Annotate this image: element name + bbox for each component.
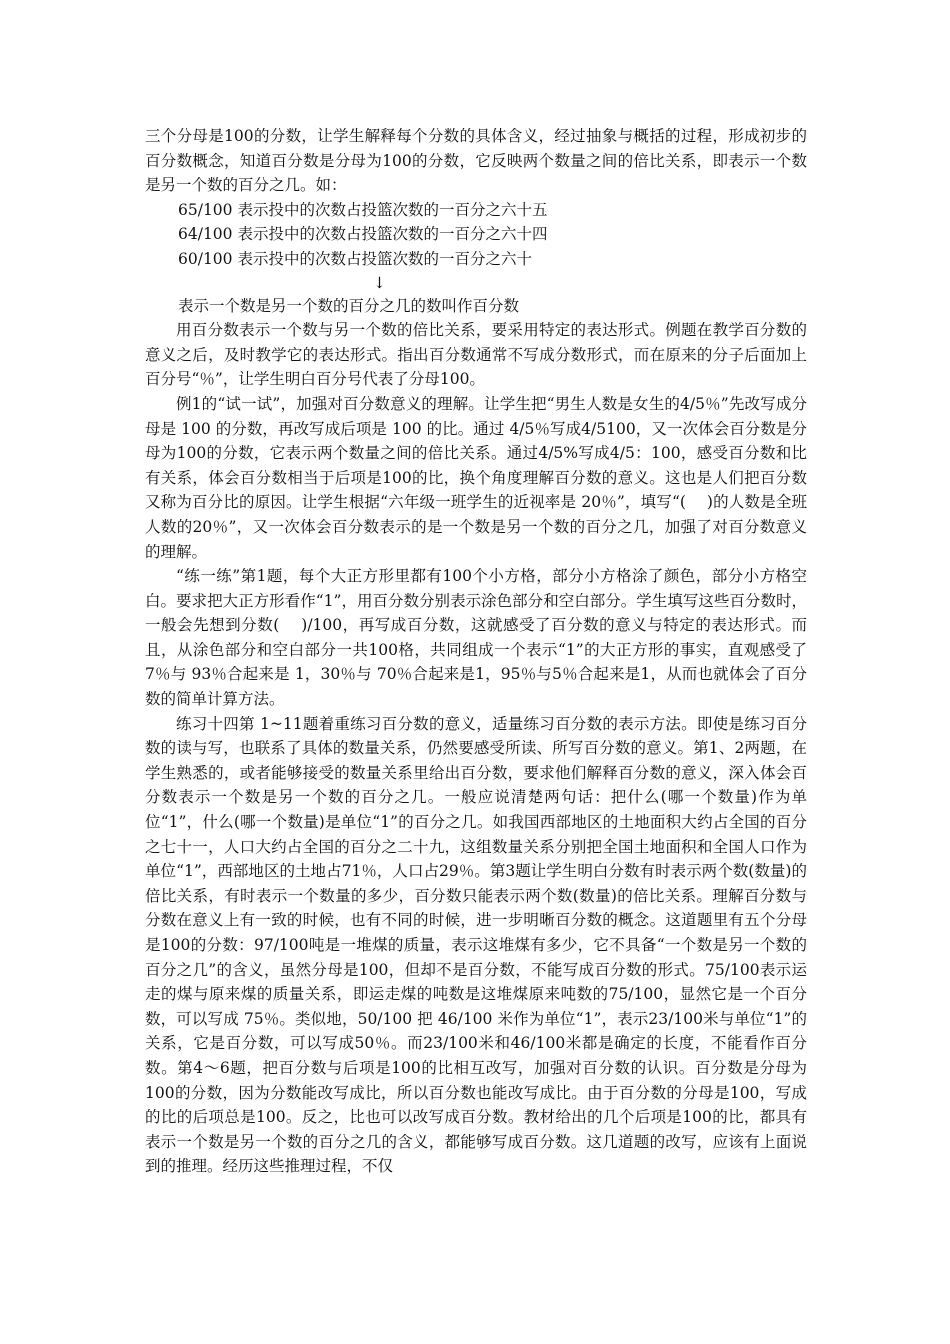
document-page (145, 124, 807, 1179)
paragraph-expression-form: 用百分数表示一个数与另一个数的倍比关系，要采用特定的表达形式。例题在教学百分数的意义之后，及时教学它的表达形式。指出百分数通常不写成分数形式，而在原来的分子后面加上百分号“％”，让学生明白百分号代表了分母100。 (145, 321, 807, 389)
example-line-1: 65/100 表示投中的次数占投篮次数的一百分之六十五 (178, 200, 548, 219)
example-line-2: 64/100 表示投中的次数占投篮次数的一百分之六十四 (178, 225, 548, 244)
definition-line: 表示一个数是另一个数的百分之几的数叫作百分数 (178, 296, 520, 315)
paragraph-exercise-14: 练习十四第 1~11题着重练习百分数的意义，适量练习百分数的表示方法。即使是练习百分数的读与写，也联系了具体的数量关系，仍然要感受所读、所写百分数的意义。第1、2两题，在学生熟悉的，或者能够接受的数量关系里给出百分数，要求他们解释百分数的意义，深入体会百分数表示一个数是另一个数的百分之几。一般应说清楚两句话：把什么(哪一个数量)作为单位“1”，什么(哪一个数量)是单位“1”的百分之几。如我国西部地区的土地面积大约占全国的百分之七十一，人口大约占全国的百分之二十九，这组数量关系分别把全国土地面积和全国人口作为单位“1”，西部地区的土地占71％，人口占29％。第3题让学生明白分数有时表示两个数(数量)的倍比关系，有时表示一个数量的多少，百分数只能表示两个数(数量)的倍比关系。理解百分数与分数在意义上有一致的时候，也有不同的时候，进一步明晰百分数的概念。这道题里有五个分母是100的分数：97/100吨是一堆煤的质量，表示这堆煤有多少，它不具备“一个数是另一个数的百分之几”的含义，虽然分母是100，但却不是百分数，不能写成百分数的形式。75/100表示运走的煤与原来煤的质量关系，即运走煤的吨数是这堆煤原来吨数的75/100，显然它是一个百分数，可以写成 75％。类似地，50/100 把 46/100 米作为单位“1”，表示23/100米与单位“1”的关系，它是百分数，可以写成50％。而23/100米和46/100米都是确定的长度，不能看作百分数。第4～6题，把百分数与后项是100的比相互改写，加强对百分数的认识。百分数是分母为100的分数，因为分数能改写成比，所以百分数也能改写成比。由于百分数的分母是100，写成的比的后项总是100。反之，比也可以改写成百分数。教材给出的几个后项是100的比，都具有表示一个数是另一个数的百分之几的含义，都能够写成百分数。这几道题的改写，应该有上面说到的推理。经历这些推理过程，不仅 (145, 714, 807, 1176)
paragraph-try-it: 例1的“试一试”，加强对百分数意义的理解。让学生把“男生人数是女生的4/5％”先改写成分母是 100 的分数，再改写成后项是 100 的比。通过 4/5％写成4/5100，又一次体会百分数是分母为100的分数，它表示两个数量之间的倍比关系。通过4/5%写成4/5：100，感受百分数和比有关系，体会百分数相当于后项是100的比，换个角度理解百分数的意义。这也是人们把百分数又称为百分比的原因。让学生根据“六年级一班学生的近视率是 20％”，填写“( )的人数是全班人数的20％”，又一次体会百分数表示的是一个数是另一个数的百分之几，加强了对百分数意义的理解。 (145, 394, 807, 561)
paragraph-practice: “练一练”第1题，每个大正方形里都有100个小方格，部分小方格涂了颜色，部分小方格空白。要求把大正方形看作“1”，用百分数分别表示涂色部分和空白部分。学生填写这些百分数时，一般会先想到分数( )/100，再写成百分数，这就感受了百分数的意义与特定的表达形式。而且，从涂色部分和空白部分一共100格，共同组成一个表示“1”的大正方形的事实，直观感受了 7％与 93％合起来是 1，30％与 70％合起来是1，95％与5％合起来是1，从而也就体会了百分数的简单计算方法。 (145, 567, 807, 709)
down-arrow-icon: ↓ (373, 273, 386, 292)
opening-paragraph: 三个分母是100的分数，让学生解释每个分数的具体含义，经过抽象与概括的过程，形成初步的百分数概念，知道百分数是分母为100的分数，它反映两个数量之间的倍比关系，即表示一个数是另一个数的百分之几。如： (145, 127, 807, 195)
example-line-3: 60/100 表示投中的次数占投篮次数的一百分之六十 (178, 249, 532, 268)
